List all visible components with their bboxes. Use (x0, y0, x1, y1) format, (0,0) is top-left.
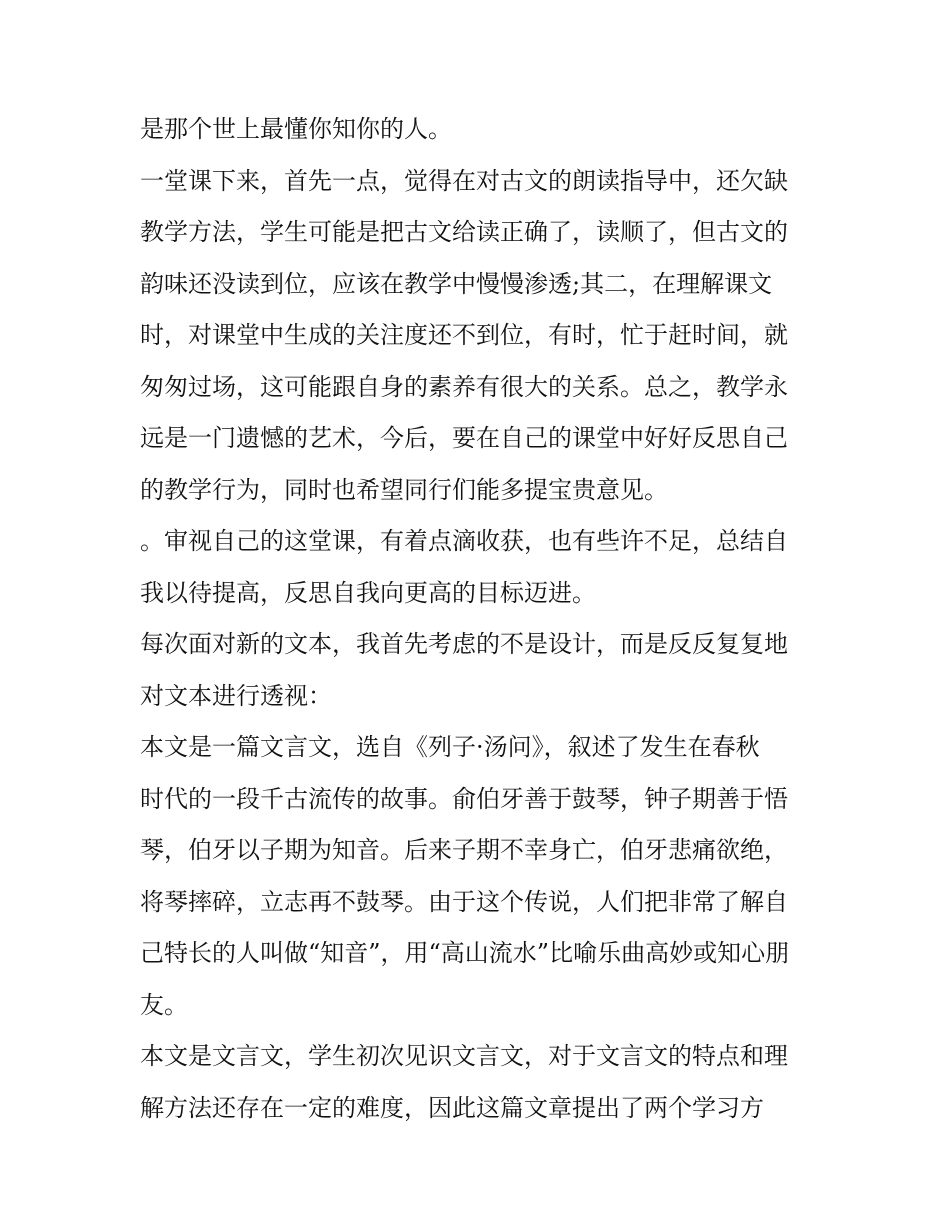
text-line: 对文本进行透视： (140, 681, 332, 710)
text-line: 本文是一篇文言文，选自《列子·汤问》，叙述了发生在春秋 (140, 733, 760, 761)
text-line: 友。 (140, 990, 188, 1019)
text-line: 琴，伯牙以子期为知音。后来子期不幸身亡，伯牙悲痛欲绝， (140, 836, 788, 864)
text-line: 本文是文言文，学生初次见识文言文，对于文言文的特点和理 (140, 1042, 788, 1070)
text-line: 是那个世上最懂你知你的人。 (140, 115, 452, 143)
text-line: 将琴摔碎，立志再不鼓琴。由于这个传说，人们把非常了解自 (140, 887, 788, 916)
text-line: 。审视自己的这堂课，有着点滴收获，也有些许不足，总结自 (140, 527, 788, 555)
text-line: 教学方法，学生可能是把古文给读正确了，读顺了，但古文的 (140, 218, 788, 246)
text-line: 时代的一段千古流传的故事。俞伯牙善于鼓琴，钟子期善于悟 (140, 784, 788, 813)
text-line: 的教学行为，同时也希望同行们能多提宝贵意见。 (140, 475, 668, 504)
text-line: 我以待提高，反思自我向更高的目标迈进。 (140, 578, 596, 607)
document-body (140, 104, 812, 1134)
text-line: 时，对课堂中生成的关注度还不到位，有时，忙于赶时间，就 (140, 321, 788, 349)
text-line: 韵味还没读到位，应该在教学中慢慢渗透;其二，在理解课文 (140, 269, 773, 298)
text-line: 匆匆过场，这可能跟自身的素养有很大的关系。总之，教学永 (140, 372, 788, 401)
text-line: 己特长的人叫做“知音”，用“高山流水”比喻乐曲高妙或知心朋 (140, 939, 790, 967)
text-line: 每次面对新的文本，我首先考虑的不是设计，而是反反复复地 (140, 630, 788, 658)
text-line: 一堂课下来，首先一点，觉得在对古文的朗读指导中，还欠缺 (140, 166, 788, 195)
text-line: 远是一门遗憾的艺术，今后，要在自己的课堂中好好反思自己 (140, 424, 788, 452)
text-line: 解方法还存在一定的难度，因此这篇文章提出了两个学习方 (140, 1093, 764, 1122)
